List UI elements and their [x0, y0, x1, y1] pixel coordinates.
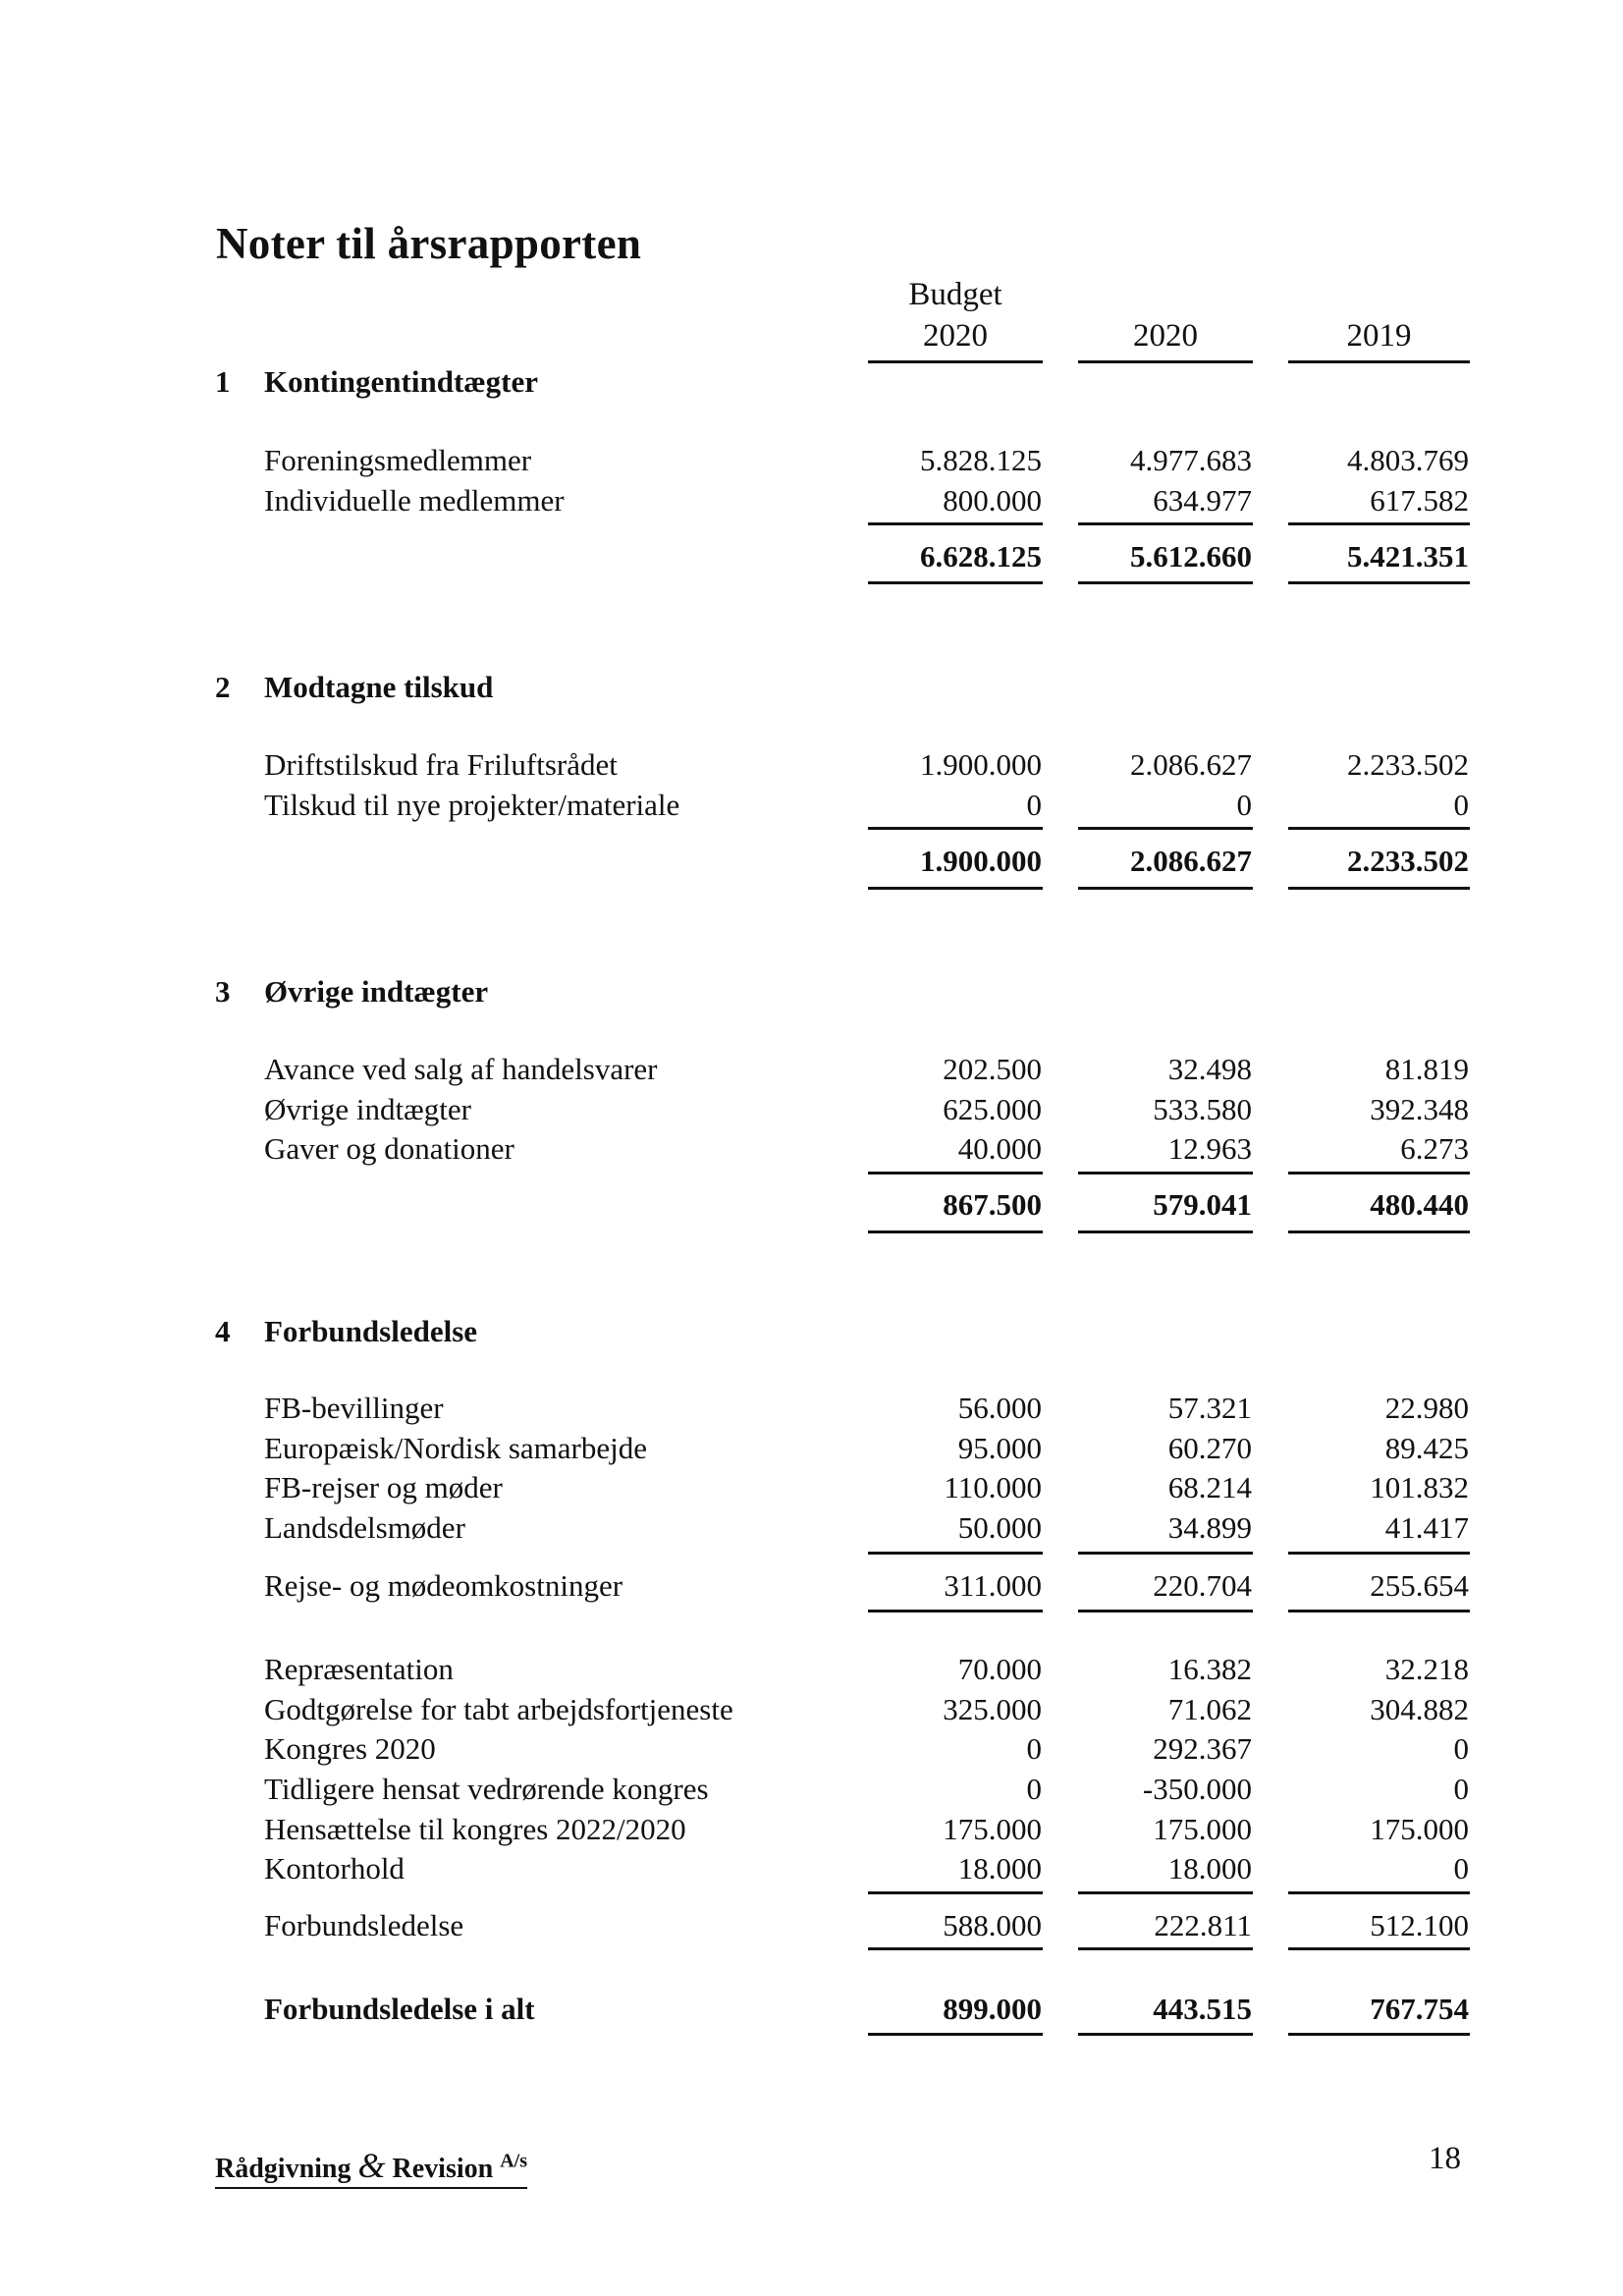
cell-budget: 175.000 — [943, 1812, 1042, 1846]
total-budget: 1.900.000 — [920, 844, 1042, 878]
cell-budget: 0 — [1026, 1731, 1042, 1766]
row-label: Driftstilskud fra Friluftsrådet — [264, 747, 618, 782]
subtotal-rule — [1288, 1172, 1470, 1175]
footer-logo-part2: Revision — [392, 2154, 494, 2184]
subtotal-rule — [1288, 1947, 1470, 1950]
grand-total-actual: 443.515 — [1153, 1992, 1252, 2026]
total-rule — [1288, 1230, 1470, 1233]
total-rule — [1078, 887, 1253, 890]
cell-actual: 71.062 — [1167, 1692, 1252, 1726]
cell-actual: 533.580 — [1153, 1092, 1252, 1126]
row-label: Tilskud til nye projekter/materiale — [264, 788, 680, 822]
cell-prior: 22.980 — [1384, 1391, 1469, 1425]
subtotal-label: Rejse- og mødeomkostninger — [264, 1568, 623, 1603]
cell-prior: 617.582 — [1370, 483, 1469, 518]
note-number: 1 — [215, 364, 231, 399]
cell-actual: 60.270 — [1167, 1431, 1252, 1465]
cell-prior: 0 — [1453, 1851, 1469, 1886]
total-rule — [868, 887, 1043, 890]
subtotal-actual: 220.704 — [1153, 1568, 1252, 1603]
row-label: Avance ved salg af handelsvarer — [264, 1052, 658, 1086]
total-rule — [1288, 581, 1470, 584]
cell-prior: 0 — [1453, 1731, 1469, 1766]
cell-actual: 634.977 — [1153, 483, 1252, 518]
cell-actual: 32.498 — [1167, 1052, 1252, 1086]
row-label: Kongres 2020 — [264, 1731, 436, 1766]
cell-budget: 5.828.125 — [920, 443, 1042, 477]
subtotal-budget: 588.000 — [943, 1908, 1042, 1942]
cell-prior: 89.425 — [1384, 1431, 1469, 1465]
cell-prior: 41.417 — [1384, 1510, 1469, 1545]
subtotal-rule — [1078, 1552, 1253, 1555]
cell-actual: 16.382 — [1167, 1652, 1252, 1686]
column-header-rule — [1288, 360, 1470, 363]
total-prior: 5.421.351 — [1347, 539, 1469, 574]
subtotal-rule — [1078, 1610, 1253, 1613]
subtotal-prior: 255.654 — [1370, 1568, 1469, 1603]
cell-actual: 4.977.683 — [1130, 443, 1252, 477]
column-header-prior-year: 2019 — [1346, 318, 1412, 354]
note-title: Øvrige indtægter — [264, 974, 489, 1009]
cell-actual: 0 — [1236, 788, 1252, 822]
subtotal-rule — [868, 1172, 1043, 1175]
total-actual: 5.612.660 — [1130, 539, 1252, 574]
row-label: Landsdelsmøder — [264, 1510, 465, 1545]
row-label: Kontorhold — [264, 1851, 405, 1886]
cell-prior: 304.882 — [1370, 1692, 1469, 1726]
total-prior: 2.233.502 — [1347, 844, 1469, 878]
cell-actual: 292.367 — [1153, 1731, 1252, 1766]
row-label: Europæisk/Nordisk samarbejde — [264, 1431, 648, 1465]
cell-actual: 2.086.627 — [1130, 747, 1252, 782]
footer-logo-ampersand: & — [357, 2146, 386, 2185]
total-actual: 2.086.627 — [1130, 844, 1252, 878]
subtotal-rule — [1078, 1172, 1253, 1175]
total-rule — [868, 581, 1043, 584]
page-number: 18 — [1429, 2141, 1461, 2176]
note-number: 4 — [215, 1314, 231, 1348]
cell-prior: 81.819 — [1384, 1052, 1469, 1086]
total-rule — [1288, 887, 1470, 890]
cell-budget: 40.000 — [957, 1131, 1042, 1166]
subtotal-rule — [1078, 827, 1253, 830]
subtotal-rule — [1078, 1891, 1253, 1894]
row-label: Godtgørelse for tabt arbejdsfortjeneste — [264, 1692, 733, 1726]
subtotal-prior: 512.100 — [1370, 1908, 1469, 1942]
row-label: Øvrige indtægter — [264, 1092, 471, 1126]
cell-budget: 56.000 — [957, 1391, 1042, 1425]
subtotal-rule — [1288, 1552, 1470, 1555]
grand-total-budget: 899.000 — [943, 1992, 1042, 2026]
note-number: 3 — [215, 974, 231, 1009]
cell-actual: 175.000 — [1153, 1812, 1252, 1846]
cell-actual: 12.963 — [1167, 1131, 1252, 1166]
subtotal-rule — [868, 1552, 1043, 1555]
total-rule — [868, 1230, 1043, 1233]
cell-prior: 0 — [1453, 1772, 1469, 1806]
cell-prior: 392.348 — [1370, 1092, 1469, 1126]
column-header-rule — [868, 360, 1043, 363]
cell-prior: 2.233.502 — [1347, 747, 1469, 782]
row-label: Foreningsmedlemmer — [264, 443, 532, 477]
cell-actual: 18.000 — [1167, 1851, 1252, 1886]
cell-budget: 95.000 — [957, 1431, 1042, 1465]
footer-logo-part1: Rådgivning — [215, 2154, 352, 2184]
grand-total-label: Forbundsledelse i alt — [264, 1992, 535, 2026]
row-label: Tidligere hensat vedrørende kongres — [264, 1772, 709, 1806]
footer-logo-suffix: A/s — [500, 2150, 527, 2172]
row-label: FB-rejser og møder — [264, 1470, 503, 1504]
column-header-budget-label: Budget — [908, 277, 1002, 312]
subtotal-rule — [1288, 1610, 1470, 1613]
cell-budget: 0 — [1026, 788, 1042, 822]
subtotal-rule — [868, 522, 1043, 525]
cell-budget: 625.000 — [943, 1092, 1042, 1126]
subtotal-rule — [868, 1891, 1043, 1894]
cell-budget: 50.000 — [957, 1510, 1042, 1545]
subtotal-rule — [1288, 1891, 1470, 1894]
subtotal-label: Forbundsledelse — [264, 1908, 464, 1942]
cell-budget: 325.000 — [943, 1692, 1042, 1726]
cell-prior: 101.832 — [1370, 1470, 1469, 1504]
grand-total-rule — [1288, 2033, 1470, 2036]
grand-total-rule — [1078, 2033, 1253, 2036]
cell-actual: 34.899 — [1167, 1510, 1252, 1545]
cell-budget: 0 — [1026, 1772, 1042, 1806]
subtotal-actual: 222.811 — [1154, 1908, 1252, 1942]
row-label: Repræsentation — [264, 1652, 454, 1686]
cell-budget: 18.000 — [957, 1851, 1042, 1886]
cell-budget: 1.900.000 — [920, 747, 1042, 782]
row-label: Gaver og donationer — [264, 1131, 514, 1166]
footer-logo — [215, 2145, 527, 2189]
cell-prior: 175.000 — [1370, 1812, 1469, 1846]
total-prior: 480.440 — [1370, 1187, 1469, 1222]
row-label: FB-bevillinger — [264, 1391, 444, 1425]
total-rule — [1078, 581, 1253, 584]
total-rule — [1078, 1230, 1253, 1233]
cell-actual: 68.214 — [1167, 1470, 1252, 1504]
row-label: Hensættelse til kongres 2022/2020 — [264, 1812, 686, 1846]
cell-budget: 800.000 — [943, 483, 1042, 518]
cell-prior: 4.803.769 — [1347, 443, 1469, 477]
cell-budget: 202.500 — [943, 1052, 1042, 1086]
note-title: Kontingentindtægter — [264, 364, 538, 399]
column-header-rule — [1078, 360, 1253, 363]
note-title: Modtagne tilskud — [264, 670, 494, 704]
cell-actual: -350.000 — [1142, 1772, 1252, 1806]
page-title: Noter til årsrapporten — [216, 219, 642, 268]
cell-prior: 0 — [1453, 788, 1469, 822]
subtotal-rule — [1288, 522, 1470, 525]
subtotal-rule — [1078, 1947, 1253, 1950]
note-number: 2 — [215, 670, 231, 704]
column-header-budget-year: 2020 — [923, 318, 988, 354]
subtotal-rule — [1288, 827, 1470, 830]
total-budget: 6.628.125 — [920, 539, 1042, 574]
subtotal-rule — [868, 1610, 1043, 1613]
note-title: Forbundsledelse — [264, 1314, 478, 1348]
cell-budget: 110.000 — [944, 1470, 1042, 1504]
total-budget: 867.500 — [943, 1187, 1042, 1222]
cell-prior: 6.273 — [1400, 1131, 1469, 1166]
subtotal-rule — [868, 1947, 1043, 1950]
column-header-actual-year: 2020 — [1133, 318, 1198, 354]
subtotal-budget: 311.000 — [944, 1568, 1042, 1603]
total-actual: 579.041 — [1153, 1187, 1252, 1222]
cell-prior: 32.218 — [1384, 1652, 1469, 1686]
subtotal-rule — [1078, 522, 1253, 525]
cell-budget: 70.000 — [957, 1652, 1042, 1686]
grand-total-prior: 767.754 — [1370, 1992, 1469, 2026]
grand-total-rule — [868, 2033, 1043, 2036]
subtotal-rule — [868, 827, 1043, 830]
row-label: Individuelle medlemmer — [264, 483, 565, 518]
cell-actual: 57.321 — [1167, 1391, 1252, 1425]
